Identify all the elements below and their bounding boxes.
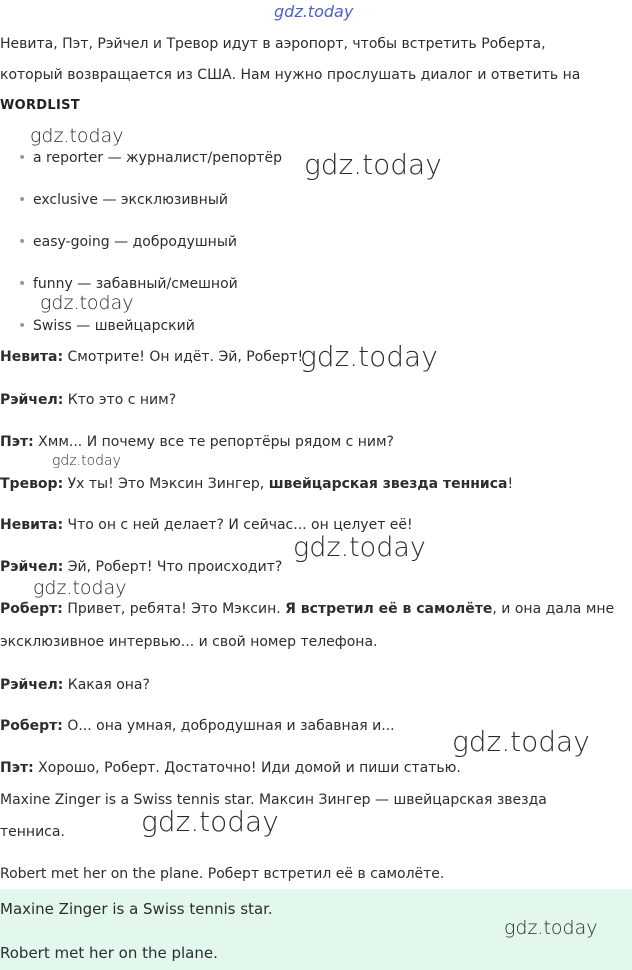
wordlist-item	[18, 191, 228, 209]
dialogue-continuation: эксклюзивное интервью... и свой номер телефона.	[0, 634, 378, 650]
speaker-name: Роберт:	[0, 718, 63, 734]
wordlist-item	[18, 149, 282, 167]
watermark: gdz.today	[452, 725, 590, 758]
dialogue-text: О... она умная, добродушная и забавная и...	[62, 718, 395, 734]
watermark: gdz.today	[30, 125, 124, 147]
wordlist-item-text: a reporter — журналист/репортёр	[33, 150, 282, 166]
dialogue-text: Эй, Роберт! Что происходит?	[63, 559, 283, 575]
dialogue-text: , и она дала мне	[492, 601, 615, 617]
dialogue-line	[0, 391, 176, 409]
translation-1-line-2: тенниса.	[0, 824, 65, 840]
dialogue-line	[0, 475, 513, 493]
dialogue-line	[0, 759, 461, 777]
answer-2: Robert met her on the plane.	[0, 944, 218, 962]
speaker-name: Роберт:	[0, 601, 63, 617]
watermark: gdz.today	[52, 453, 121, 469]
bullet-icon: •	[18, 276, 27, 292]
dialogue-text: Хорошо, Роберт. Достаточно! Иди домой и пиши статью.	[33, 760, 461, 776]
wordlist-item	[18, 275, 238, 293]
dialogue-text: Кто это с ним?	[63, 392, 177, 408]
dialogue-text: Хмм... И почему все те репортёры рядом с ним?	[33, 434, 394, 450]
watermark: gdz.today	[504, 917, 598, 939]
dialogue-line	[0, 433, 394, 451]
wordlist-item-text: exclusive — эксклюзивный	[33, 192, 228, 208]
answer-1: Maxine Zinger is a Swiss tennis star.	[0, 900, 273, 918]
speaker-name: Пэт:	[0, 434, 34, 450]
dialogue-text: Привет, ребята! Это Мэксин.	[62, 601, 286, 617]
watermark: gdz.today	[304, 148, 442, 181]
watermark: gdz.today	[40, 292, 134, 314]
watermark: gdz.today	[293, 532, 426, 563]
wordlist-heading: WORDLIST	[0, 98, 80, 113]
intro-line-2: который возвращается из США. Нам нужно прослушать диалог и ответить на	[0, 67, 581, 83]
dialogue-line	[0, 348, 303, 366]
dialogue-bold-text: Я встретил её в самолёте	[285, 601, 493, 617]
dialogue-line	[0, 558, 282, 576]
dialogue-text: Какая она?	[63, 677, 150, 693]
speaker-name: Невита:	[0, 517, 64, 533]
watermark: gdz.today	[33, 577, 127, 599]
speaker-name: Рэйчел:	[0, 559, 64, 575]
bullet-icon: •	[18, 192, 27, 208]
wordlist-item-text: Swiss — швейцарский	[33, 318, 195, 334]
bullet-icon: •	[18, 318, 27, 334]
wordlist-item	[18, 317, 195, 335]
speaker-name: Пэт:	[0, 760, 34, 776]
dialogue-text: Ух ты! Это Мэксин Зингер,	[63, 476, 269, 492]
translation-1-line-1: Maxine Zinger is a Swiss tennis star. Максин Зингер — швейцарская звезда	[0, 792, 547, 808]
dialogue-line	[0, 717, 395, 735]
wordlist-item	[18, 233, 237, 251]
wordlist-item-text: funny — забавный/смешной	[33, 276, 238, 292]
wordlist-item-text: easy-going — добродушный	[33, 234, 237, 250]
speaker-name: Тревор:	[0, 476, 64, 492]
speaker-name: Невита:	[0, 349, 64, 365]
watermark: gdz.today	[300, 340, 438, 373]
dialogue-text: !	[507, 476, 514, 492]
speaker-name: Рэйчел:	[0, 677, 64, 693]
translation-2: Robert met her on the plane. Роберт встретил её в самолёте.	[0, 866, 445, 882]
dialogue-line	[0, 600, 614, 618]
dialogue-bold-text: швейцарская звезда тенниса	[268, 476, 508, 492]
watermark: gdz.today	[141, 805, 279, 838]
dialogue-text: Что он с ней делает? И сейчас... он целует её!	[63, 517, 413, 533]
dialogue-text: Смотрите! Он идёт. Эй, Роберт!	[63, 349, 304, 365]
dialogue-line	[0, 676, 150, 694]
watermark-top: gdz.today	[274, 2, 354, 21]
speaker-name: Рэйчел:	[0, 392, 64, 408]
bullet-icon: •	[18, 150, 27, 166]
intro-line-1: Невита, Пэт, Рэйчел и Тревор идут в аэропорт, чтобы встретить Роберта,	[0, 36, 546, 52]
bullet-icon: •	[18, 234, 27, 250]
